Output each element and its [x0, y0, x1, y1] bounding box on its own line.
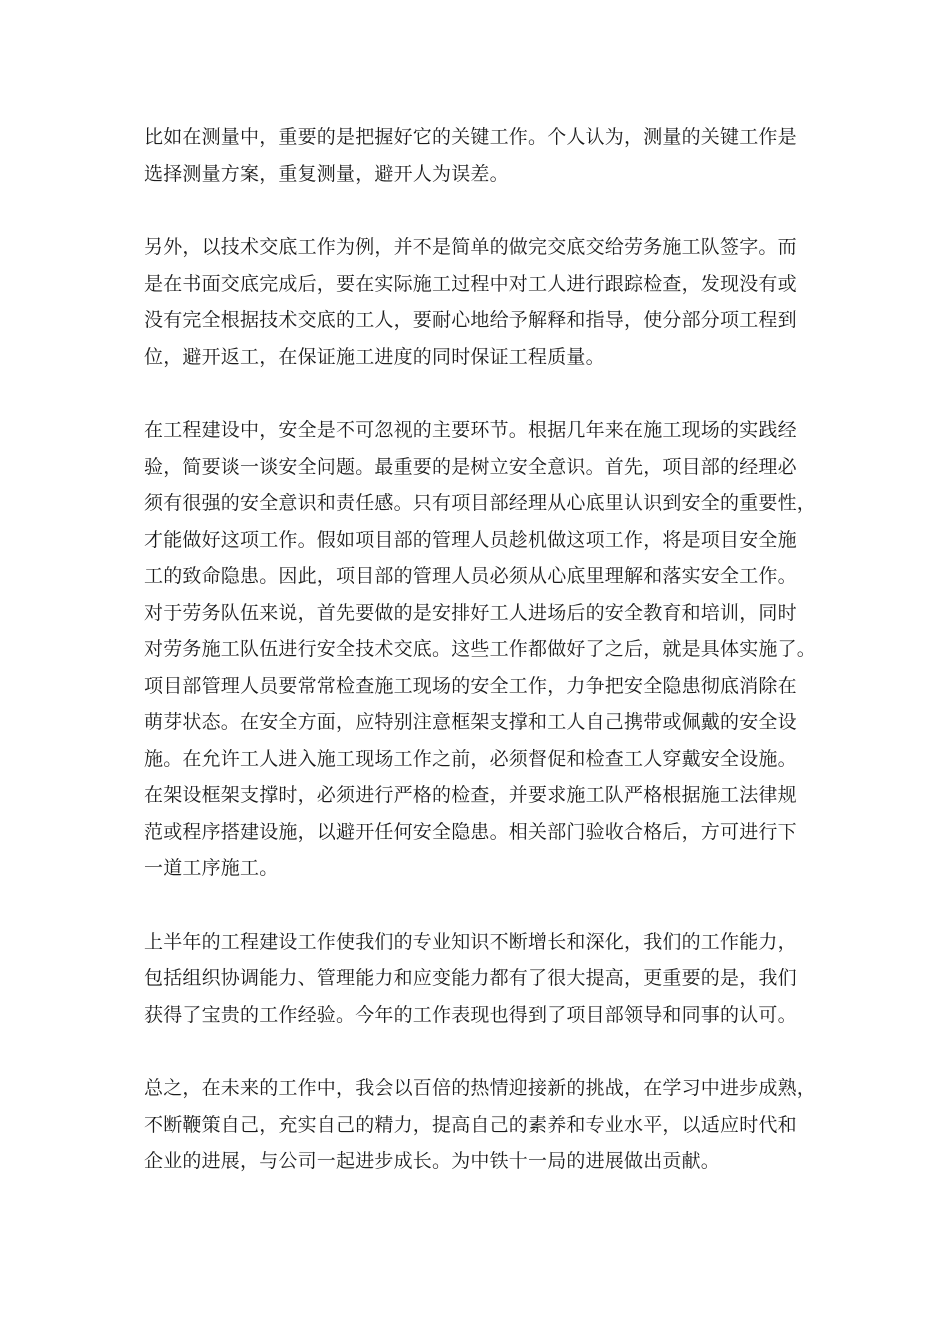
text-line: 工的致命隐患。因此，项目部的管理人员必须从心底里理解和落实安全工作。: [144, 565, 797, 587]
paragraph: [144, 229, 809, 375]
text-line: 总之，在未来的工作中，我会以百倍的热情迎接新的挑战，在学习中进步成熟，: [144, 1077, 817, 1099]
text-line: 不断鞭策自己，充实自己的精力，提高自己的素养和专业水平，以适应时代和: [144, 1113, 797, 1136]
text-line: 对劳务施工队伍进行安全技术交底。这些工作都做好了之后，就是具体实施了。: [144, 638, 817, 660]
text-line: 没有完全根据技术交底的工人，要耐心地给予解释和指导，使分部分项工程到: [144, 309, 797, 331]
text-line: 是在书面交底完成后，要在实际施工过程中对工人进行跟踪检查，发现没有或: [144, 272, 797, 295]
text-line: 另外，以技术交底工作为例，并不是简单的做完交底交给劳务施工队签字。而: [144, 236, 797, 258]
text-line: 在工程建设中，安全是不可忽视的主要环节。根据几年来在施工现场的实践经: [144, 419, 797, 441]
paragraph: [144, 924, 809, 1034]
text-line: 包括组织协调能力、管理能力和应变能力都有了很大提高，更重要的是，我们: [144, 967, 797, 989]
text-line: 萌芽状态。在安全方面，应特别注意框架支撑和工人自己携带或佩戴的安全设: [144, 711, 797, 733]
text-line: 项目部管理人员要常常检查施工现场的安全工作，力争把安全隐患彻底消除在: [144, 674, 797, 697]
paragraph: [144, 412, 817, 887]
document-body: [144, 119, 817, 1217]
text-line: 对于劳务队伍来说，首先要做的是安排好工人进场后的安全教育和培训，同时: [144, 601, 797, 624]
text-line: 才能做好这项工作。假如项目部的管理人员趁机做这项工作，将是项目安全施: [144, 528, 797, 551]
text-line: 一道工序施工。: [144, 857, 279, 879]
text-line: 验，简要谈一谈安全问题。最重要的是树立安全意识。首先，项目部的经理必: [144, 455, 797, 478]
paragraph: [144, 119, 809, 192]
text-line: 范或程序搭建设施，以避开任何安全隐患。相关部门验收合格后，方可进行下: [144, 820, 797, 843]
text-line: 选择测量方案，重复测量，避开人为误差。: [144, 162, 509, 185]
text-line: 在架设框架支撑时，必须进行严格的检查，并要求施工队严格根据施工法律规: [144, 784, 797, 806]
text-line: 须有很强的安全意识和责任感。只有项目部经理从心底里认识到安全的重要性，: [144, 492, 817, 514]
text-line: 获得了宝贵的工作经验。今年的工作表现也得到了项目部领导和同事的认可。: [144, 1003, 797, 1026]
text-line: 位，避开返工，在保证施工进度的同时保证工程质量。: [144, 345, 605, 368]
text-line: 施。在允许工人进入施工现场工作之前，必须督促和检查工人穿戴安全设施。: [144, 747, 797, 770]
text-line: 企业的进展，与公司一起进步成长。为中铁十一局的进展做出贡献。: [144, 1150, 721, 1172]
text-line: 上半年的工程建设工作使我们的专业知识不断增长和深化，我们的工作能力，: [144, 930, 797, 953]
text-line: 比如在测量中，重要的是把握好它的关键工作。个人认为，测量的关键工作是: [144, 126, 797, 148]
paragraph: [144, 1070, 817, 1180]
